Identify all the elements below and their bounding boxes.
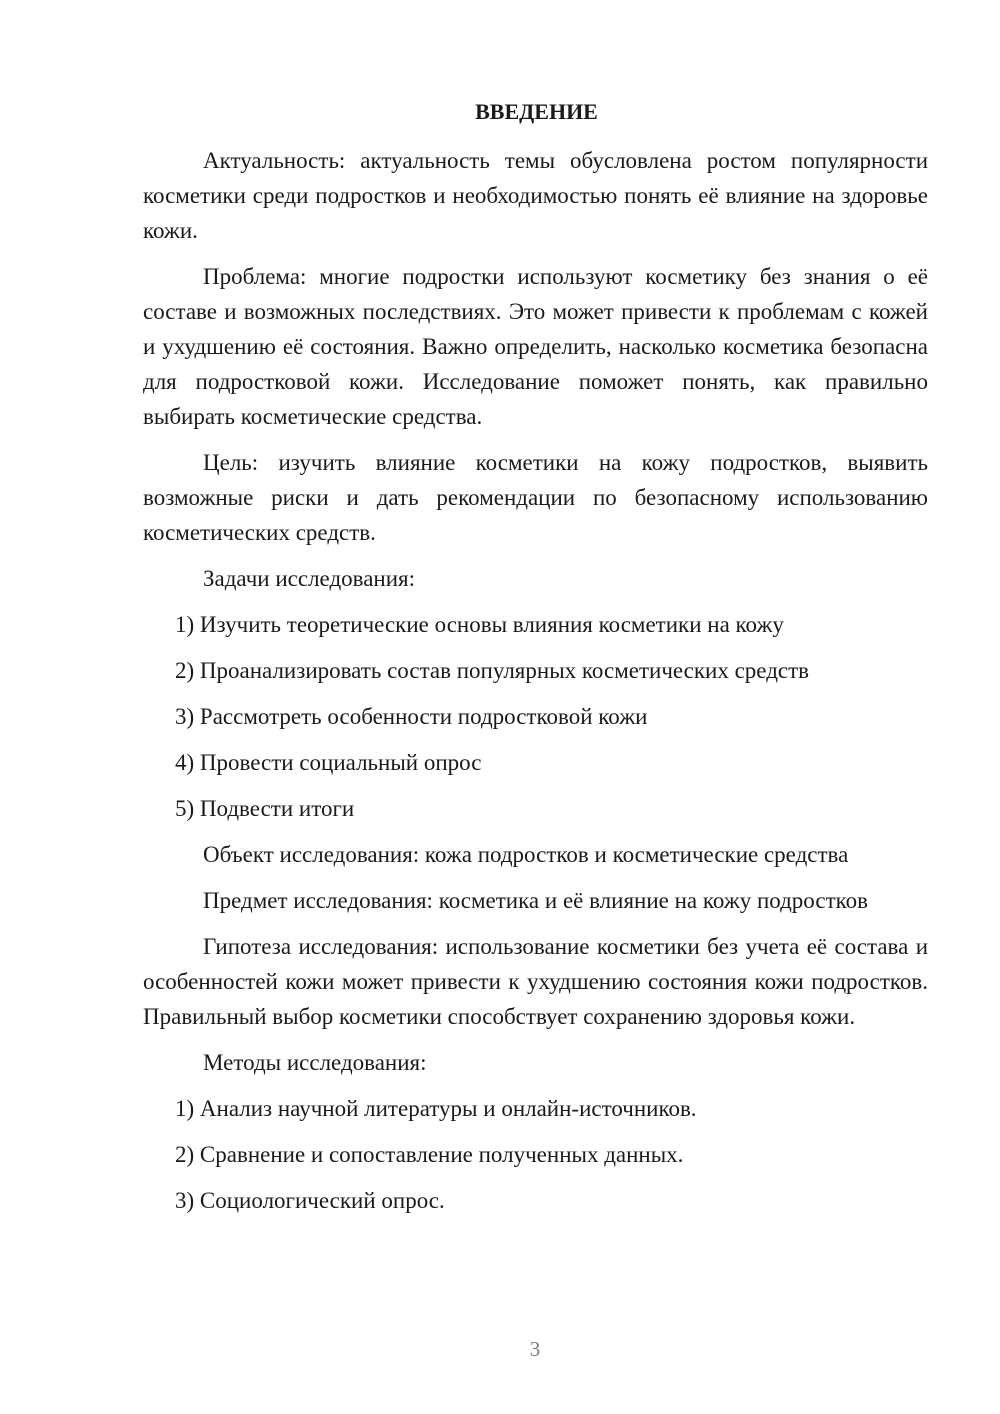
- list-item: 1) Изучить теоретические основы влияния косметики на кожу: [175, 612, 784, 637]
- page-content: [143, 94, 928, 1229]
- list-item: 2) Сравнение и сопоставление полученных данных.: [175, 1142, 684, 1167]
- list-item: 1) Анализ научной литературы и онлайн-источников.: [175, 1096, 697, 1121]
- problem-paragraph: Проблема: многие подростки используют косметику без знания о её составе и возможных последствиях. Это может привести к проблемам с кожей и ухудшению её состояния. Важно определить, насколько косметика безопасна для подростковой кожи. Исследование поможет понять, как правильно выбирать косметические средства.: [143, 264, 928, 429]
- section-title: ВВЕДЕНИЕ: [475, 99, 598, 124]
- methods-heading: Методы исследования:: [203, 1050, 427, 1075]
- page-number: 3: [529, 1337, 541, 1361]
- list-item: 2) Проанализировать состав популярных косметических средств: [175, 658, 810, 683]
- subject-line: Предмет исследования: косметика и её влияние на кожу подростков: [203, 888, 869, 913]
- goal-paragraph: Цель: изучить влияние косметики на кожу подростков, выявить возможные риски и дать рекомендации по безопасному использованию косметических средств.: [143, 450, 928, 545]
- relevance-paragraph: Актуальность: актуальность темы обусловлена ростом популярности косметики среди подростков и необходимостью понять её влияние на здоровье кожи.: [143, 148, 928, 243]
- object-line: Объект исследования: кожа подростков и косметические средства: [203, 842, 849, 867]
- methods-list: [143, 1091, 928, 1218]
- hypothesis-paragraph: Гипотеза исследования: использование косметики без учета её состава и особенностей кожи может привести к ухудшению состояния кожи подростков. Правильный выбор косметики способствует сохранению здоровья кожи.: [143, 934, 928, 1029]
- tasks-heading: Задачи исследования:: [203, 566, 416, 591]
- list-item: 5) Подвести итоги: [175, 796, 355, 821]
- list-item: 4) Провести социальный опрос: [175, 750, 482, 775]
- tasks-list: [143, 607, 928, 826]
- list-item: 3) Социологический опрос.: [175, 1188, 445, 1213]
- list-item: 3) Рассмотреть особенности подростковой кожи: [175, 704, 648, 729]
